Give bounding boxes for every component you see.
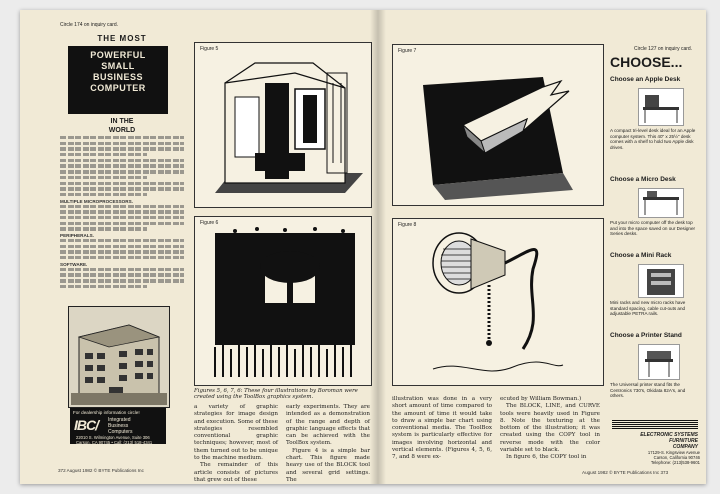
article-column [500,396,600,462]
ibc-logo: IBC/ [74,417,98,433]
article-paragraph: The BLOCK, LINE, and CURVE tools were heavily used in Figure 8. Note the texturing at the bottom of the illustration; it was created using the COPY tool in reverse mode with the color variable set to black. [500,403,600,454]
ad-body-heading: PERIPHERALS. [60,233,94,238]
left-page [20,10,376,484]
company-name-line: COMPANY [672,444,698,450]
article-paragraph: ecuted by William Bowman.) [500,396,582,402]
ad-option-text: Mini racks and new micro racks have standard spacing, cable cut-outs and adjustable PETRA rails. [610,300,686,317]
dealer-box [70,408,166,444]
company-name-line: ELECTRONIC SYSTEMS [640,432,698,438]
ad-headline-line: BUSINESS [92,72,143,82]
figure-7 [392,44,604,206]
ad-option-heading: Choose a Printer Stand [610,332,682,339]
magazine-spread [20,10,706,484]
ad-body-heading: MULTIPLE MICROPROCESSORS. [60,198,133,204]
address-line: Carson, CA 90745 • Call: (213) 518-4341 [76,440,153,445]
figure-8-illustration [393,219,603,385]
company-name [108,417,132,435]
page-folio: 372 August 1982 © BYTE Publications Inc [58,468,144,473]
article-column [286,404,370,484]
esf-company-name [626,432,698,450]
figure-label: Figure 5 [200,46,219,52]
ad-headline-bottom [56,117,188,135]
ad-option-text: The Universal printer stand fits the Centronics 730's, Okidata 82A's, and others. [610,382,686,399]
building-illustration [68,306,170,408]
figure-5-illustration [195,43,371,207]
apple-desk-photo [638,88,684,126]
mini-rack-photo [638,264,684,298]
ad-body-heading: SOFTWARE. [60,261,88,267]
figure-label: Figure 7 [398,48,417,54]
ad-headline-line: SMALL [101,61,135,71]
figure-caption: Figures 5, 6, 7, 6: These four illustrations by Boroman were created using the ToolBox graphics system. [194,388,358,401]
address-line: Carson, California 90746 [653,455,700,460]
ad-headline-line: IN THE [110,118,134,125]
ad-option-heading: Choose an Apple Desk [610,76,681,83]
ad-headline-top: THE MOST [97,34,147,43]
article-paragraph: In figure 6, the COPY tool in [506,454,587,461]
ad-headline-block [68,46,168,114]
figure-7-illustration [393,45,603,205]
right-page [382,10,706,484]
article-paragraph: The remainder of this article consists of pictures that grew out of these [194,462,278,483]
article-column [194,404,278,484]
ad-option-heading: Choose a Micro Desk [610,176,676,183]
company-address [76,435,152,445]
furniture-ad-headline: CHOOSE... [610,54,683,70]
ad-headline-line: COMPUTER [90,83,146,93]
article-body-right [392,396,604,466]
figure-6-illustration [195,217,371,385]
ad-headline-line: POWERFUL [90,50,146,60]
ad-body-text [60,136,184,291]
company-name-line: Business [108,423,129,429]
figure-label: Figure 6 [200,220,219,226]
circle-note: Circle 174 on inquiry card. [60,22,119,28]
ad-option-heading: Choose a Mini Rack [610,252,672,259]
company-name-line: FURNITURE [669,438,698,444]
circle-note: Circle 127 on inquiry card. [634,46,693,52]
figure-8 [392,218,604,386]
company-name-line: Integrated [108,417,131,423]
address-line: 22010 S. Wilmington Avenue, Suite 306 [76,435,150,440]
esf-address [644,450,700,465]
figure-5 [194,42,372,208]
ad-headline-line: WORLD [108,127,136,134]
page-folio: August 1982 © BYTE Publications Inc 373 [582,470,669,475]
article-paragraph: Figure 4 is a simple bar chart. This figure made heavy use of the BLOCK tool and several grid settings. The [286,447,370,483]
article-column [392,396,492,462]
article-paragraph: illustration was done in a very short amount of time compared to the amount of time it would take to draw a simple bar chart using conventional media. The ToolBox system is particularly effective for images involving horizontal and vertical elements. (Figures 4, 5, 6, 7, and 8 were ex- [392,396,492,461]
esf-logo [612,420,698,430]
address-line: Telephone: (213)538-9601 [650,460,700,465]
figure-label: Figure 8 [398,222,417,228]
article-paragraph: early experiments. They are intended as a demonstration of the range and depth of graphic language effects that can be achieved with the ToolBox system. [286,404,370,447]
figure-6 [194,216,372,386]
company-name-line: Computers [108,429,133,435]
dealer-note: For dealership information circle! [73,410,140,415]
article-body-left [194,404,370,483]
printer-stand-photo [638,344,680,380]
address-line: 17129-S. Kingsview Avenue [647,450,700,455]
ibc-advertisement [56,24,188,444]
article-paragraph: a variety of graphic strategies for image design and execution. Some of these strategies resembled conventional graphic techniques; however, most of them turned out to be unique to the machine medium. [194,404,278,462]
micro-desk-photo [638,188,684,218]
ad-option-text: Put your micro computer off the desk top and into the space saved on our Designer Series desks. [610,220,696,237]
ad-option-text: A compact tri-level desk ideal for an Apple computer system. This 40" x 25½" desk comes with a shelf to hold two Apple disk drives. [610,128,696,150]
